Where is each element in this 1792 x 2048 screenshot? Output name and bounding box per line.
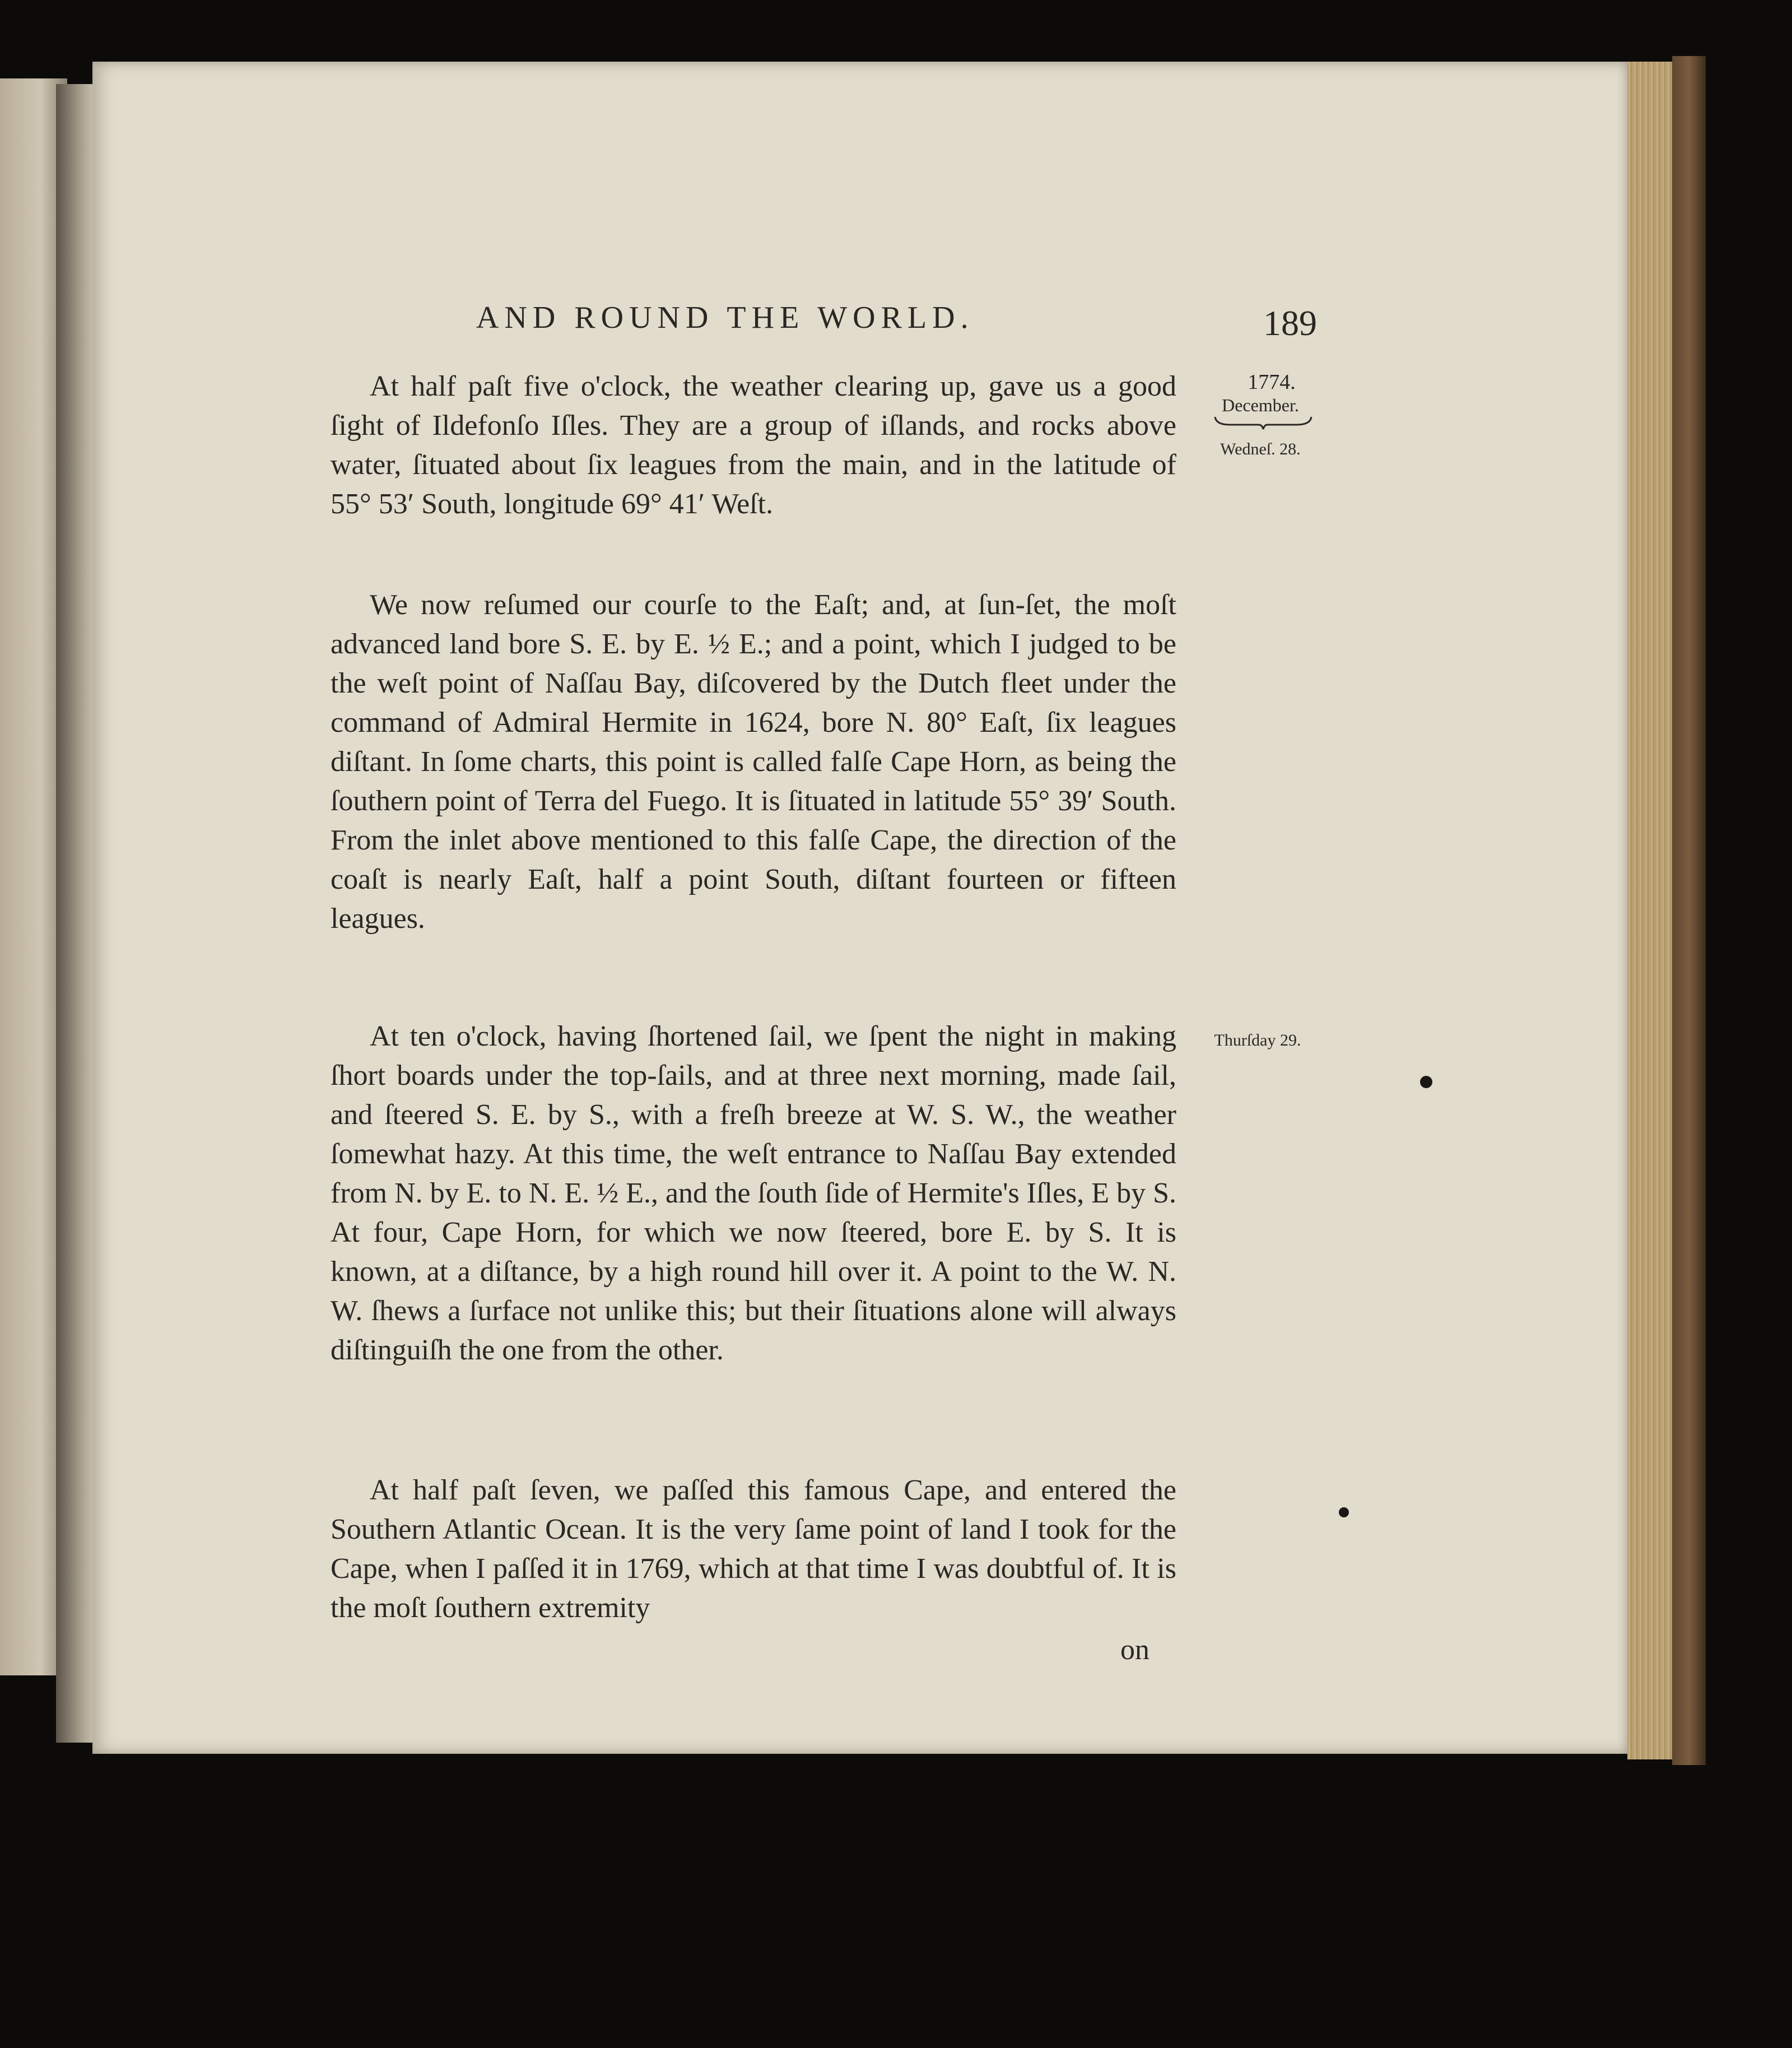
page-number: 189 bbox=[1263, 303, 1317, 343]
page-fore-edge bbox=[1627, 62, 1672, 1759]
paragraph-atlantic: At half paſt ſeven, we paſſed this famous Cape, and entered the Southern Atlantic Ocean. It is the very ſame point of land I took for the Cape, when I paſſed it in 1769, which at that time I was doubtful of. It is the moſt ſouthern extremity bbox=[331, 1474, 1176, 1624]
book-cover-edge bbox=[1672, 56, 1706, 1765]
margin-brace bbox=[1213, 415, 1314, 431]
margin-date-thursday: Thurſday 29. bbox=[1214, 1031, 1301, 1049]
paragraph-ildefonso: At half paſt five o'clock, the weather clearing up, gave us a good ſight of Ildefonſo Iſles. They are a group of iſlands, and rocks above water, ſituated about ſix leagues from the main, and in the latitude of 55° 53′ South, longitude 69° 41′ Weſt. bbox=[331, 370, 1176, 520]
margin-year: 1774. bbox=[1248, 370, 1296, 394]
catchword: on bbox=[1120, 1634, 1149, 1666]
paragraph-nassau-bay: We now reſumed our courſe to the Eaſt; and, at ſun-ſet, the moſt advanced land bore S. E. by E. ½ E.; and a point, which I judged to be the weſt point of Naſſau Bay, diſcovered by the Dutch fleet under the command of Admiral Hermite in 1624, bore N. 80° Eaſt, ſix leagues diſtant. In ſome charts, this point is called falſe Cape Horn, as being the ſouthern point of Terra del Fuego. It is ſituated in latitude 55° 39′ South. From the inlet above mentioned to this falſe Cape, the direction of the coaſt is nearly Eaſt, half a point South, diſtant fourteen or fifteen leagues. bbox=[331, 589, 1176, 935]
ink-spot bbox=[1339, 1507, 1349, 1517]
margin-month: December. bbox=[1222, 395, 1299, 415]
paragraph-cape-horn: At ten o'clock, having ſhortened ſail, we ſpent the night in making ſhort boards under the top-ſails, and at three next morning, made ſail, and ſteered S. E. by S., with a freſh breeze at W. S. W., the weather ſomewhat hazy. At this time, the weſt entrance to Naſſau Bay extended from N. by E. to N. E. ½ E., and the ſouth ſide of Hermite's Iſles, E by S. At four, Cape Horn, for which we now ſteered, bore E. by S. It is known, at a diſtance, by a high round hill over it. A point to the W. N. W. ſhews a ſurface not unlike this; but their ſituations alone will always diſtinguiſh the one from the other. bbox=[331, 1020, 1176, 1366]
margin-date-wednesday: Wedneſ. 28. bbox=[1220, 440, 1301, 458]
ink-spot bbox=[1420, 1076, 1432, 1088]
running-title: AND ROUND THE WORLD. bbox=[476, 300, 974, 335]
